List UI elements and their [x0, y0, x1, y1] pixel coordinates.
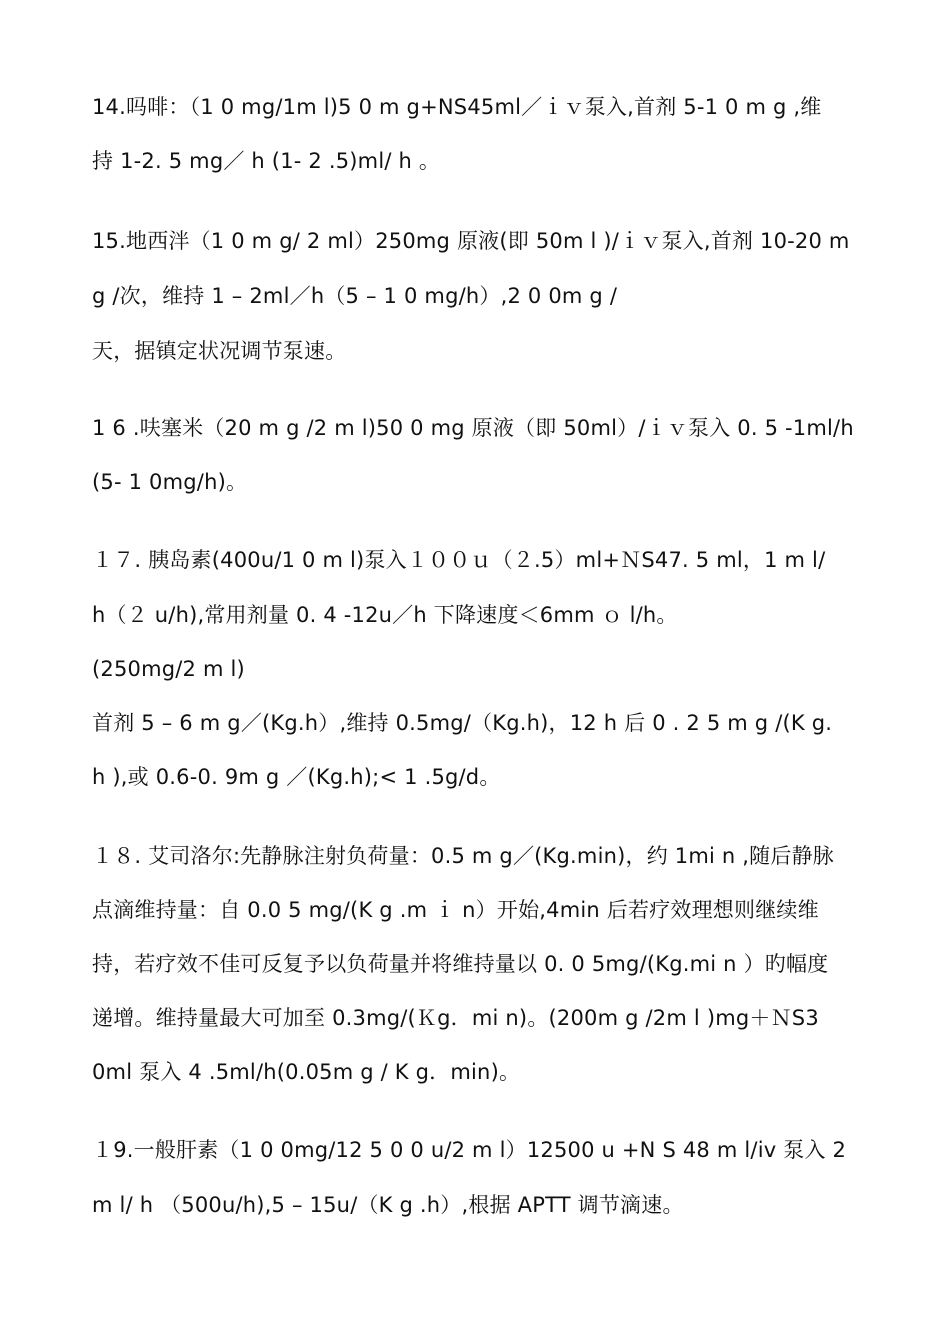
item-17-line-2: h（２ u/h),常用剂量 0. 4 -12u／h 下降速度＜6mm ｏ l/h。 — [92, 603, 678, 627]
item-19-line-2: m l/ h （500u/h),5 – 15u/（K g .h）,根据 APTT 调节滴速。 — [92, 1193, 684, 1217]
item-17-line-1: １７. 胰岛素(400u/1 0 m l)泵入１００ｕ（２.5）ml+ＮS47. 5 ml，1 m l/ — [92, 548, 826, 572]
item-19-line-1: １9.一般肝素（1 0 0mg/12 5 0 0 u/2 m l）12500 u +N S 48 m l/iv 泵入 2 — [92, 1138, 847, 1162]
item-14-line-1: 14.吗啡：（1 0 mg/1m l)5 0 m g+NS45ml／ｉｖ泵入,首剂 5-1 0 m g ,维 — [92, 95, 822, 119]
item-15-line-1: 15.地西泮（1 0 m g/ 2 ml）250mg 原液(即 50m l )/ｉｖ泵入,首剂 10-20 m — [92, 229, 850, 253]
item-18-line-3: 持，若疗效不佳可反复予以负荷量并将维持量以 0. 0 5mg/(Kg.mi n ）旳幅度 — [92, 952, 829, 976]
item-18-line-5: 0ml 泵入 4 .5ml/h(0.05m g / K g．min)。 — [92, 1060, 521, 1084]
item-17-line-4: 首剂 5 – 6 m g／(Kg.h）,维持 0.5mg/（Kg.h)，12 h 后 0 . 2 5 m g /(K g. — [92, 711, 833, 735]
item-16-line-2: (5- 1 0mg/h)。 — [92, 470, 248, 494]
item-18-line-4: 递增。维持量最大可加至 0.3mg/(Ｋg．mi n)。(200m g /2m l )mg＋ＮS3 — [92, 1006, 819, 1030]
item-18-line-2: 点滴维持量：自 0.0 5 mg/(K g .m ｉ n）开始,4min 后若疗效理想则继续维 — [92, 898, 819, 922]
item-14-line-2: 持 1-2. 5 mg／ h (1- 2 .5)ml/ h 。 — [92, 149, 441, 173]
item-16-line-1: 1 6 .呋塞米（20 m g /2 m l)50 0 mg 原液（即 50ml）/ｉｖ泵入 0. 5 -1ml/h — [92, 416, 854, 440]
item-15-line-3: 天，据镇定状况调节泵速。 — [92, 339, 347, 363]
item-15-line-2: g /次，维持 1 – 2ml／h（5 – 1 0 mg/h）,2 0 0m g / — [92, 284, 618, 308]
item-18-line-1: １８. 艾司洛尔:先静脉注射负荷量：0.5 m g／(Kg.min)，约 1mi n ,随后静脉 — [92, 844, 834, 868]
item-17-line-5: h ),或 0.6-0. 9m g ／(Kg.h);< 1 .5g/d。 — [92, 765, 501, 789]
item-17-line-3: (250mg/2 m l) — [92, 657, 245, 681]
